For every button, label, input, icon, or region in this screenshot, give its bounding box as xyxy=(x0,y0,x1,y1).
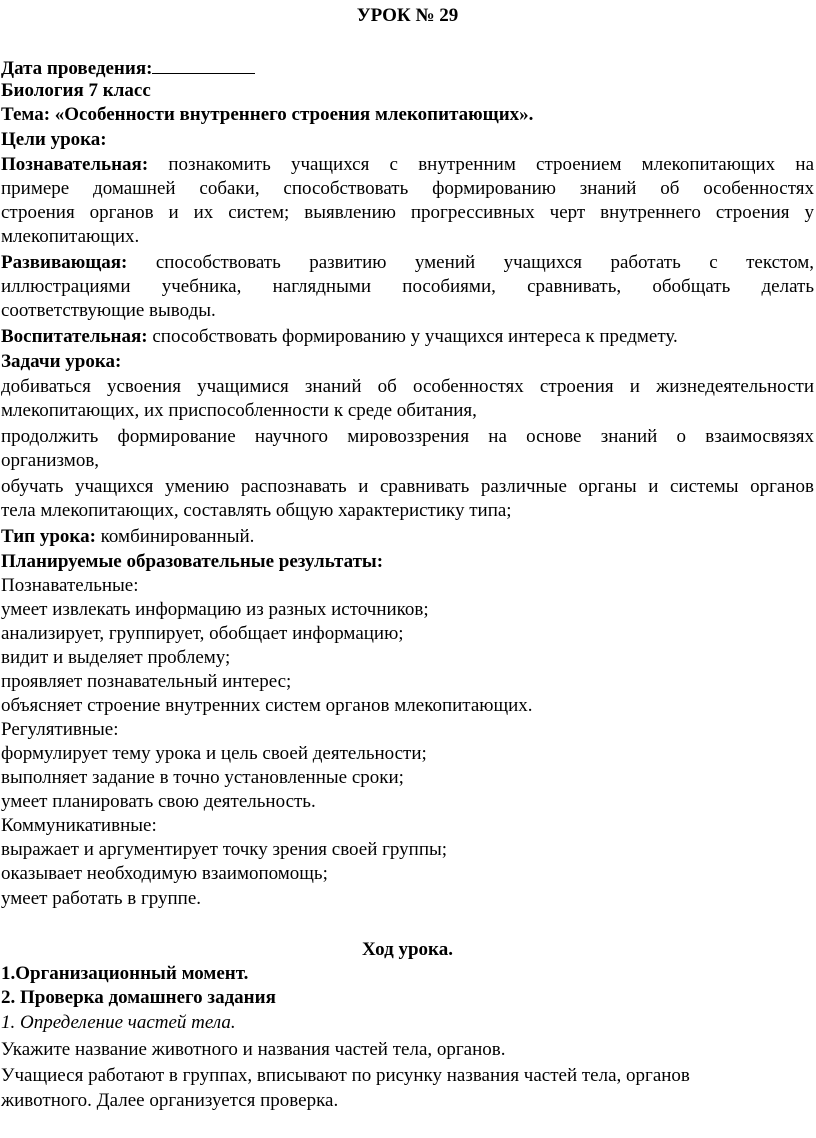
result-item: умеет извлекать информацию из разных источников; xyxy=(1,599,429,620)
course-step: 1.Организационный момент. xyxy=(1,963,249,984)
course-work-line: животного. Далее организуется проверка. xyxy=(1,1090,339,1111)
cognitive-goal-line: примере домашней собаки, способствовать формированию знаний об особенностях xyxy=(1,178,814,199)
tasks-heading: Задачи урока: xyxy=(1,351,122,372)
result-item: выражает и аргументирует точку зрения своей группы; xyxy=(1,839,448,860)
task-line: продолжить формирование научного мировоззрения на основе знаний о взаимосвязях xyxy=(1,426,814,447)
developing-goal-line: иллюстрациями учебника, наглядными пособиями, сравнивать, обобщать делать xyxy=(1,276,814,297)
lesson-type-line xyxy=(1,525,814,549)
course-heading: Ход урока. xyxy=(362,939,453,960)
result-item: умеет планировать свою деятельность. xyxy=(1,791,316,812)
course-step: 2. Проверка домашнего задания xyxy=(1,987,276,1008)
task-line: добиваться усвоения учащимися знаний об особенностях строения и жизнедеятельности xyxy=(1,376,814,397)
developing-goal-line: соответствующие выводы. xyxy=(1,300,216,321)
date-blank xyxy=(152,55,255,74)
educational-goal-line xyxy=(1,325,814,349)
result-item: умеет работать в группе. xyxy=(1,888,202,909)
cognitive-goal-label: Познавательная: xyxy=(1,154,149,175)
cognitive-results-heading: Познавательные: xyxy=(1,575,139,596)
result-item: формулирует тему урока и цель своей деятельности; xyxy=(1,743,427,764)
goals-heading: Цели урока: xyxy=(1,129,107,150)
date-line xyxy=(1,55,814,81)
regulatory-results-heading: Регулятивные: xyxy=(1,719,119,740)
cognitive-goal-line: строения органов и их систем; выявлению прогрессивных черт внутреннего строения у xyxy=(1,202,814,223)
topic-line: Тема: «Особенности внутреннего строения млекопитающих». xyxy=(1,104,534,125)
result-item: проявляет познавательный интерес; xyxy=(1,671,292,692)
task-line: млекопитающих, их приспособленности к среде обитания, xyxy=(1,400,477,421)
task-line: обучать учащихся умению распознавать и сравнивать различные органы и системы органов xyxy=(1,476,814,497)
course-substep: 1. Определение частей тела. xyxy=(1,1012,236,1033)
developing-goal-text: способствовать развитию умений учащихся работать с текстом, xyxy=(155,252,814,273)
lesson-type-value: комбинированный. xyxy=(100,526,255,547)
result-item: оказывает необходимую взаимопомощь; xyxy=(1,863,328,884)
task-line: тела млекопитающих, составлять общую характеристику типа; xyxy=(1,500,512,521)
result-item: видит и выделяет проблему; xyxy=(1,647,231,668)
developing-goal-label: Развивающая: xyxy=(1,252,128,273)
course-instruction: Укажите название животного и названия частей тела, органов. xyxy=(1,1039,506,1060)
developing-goal-line xyxy=(1,251,814,275)
educational-goal-text: способствовать формированию у учащихся интереса к предмету. xyxy=(152,326,678,347)
result-item: выполняет задание в точно установленные сроки; xyxy=(1,767,404,788)
cognitive-goal-line xyxy=(1,153,814,177)
cognitive-goal-text: познакомить учащихся с внутренним строением млекопитающих на xyxy=(168,154,814,175)
results-heading: Планируемые образовательные результаты: xyxy=(1,551,384,572)
task-line: организмов, xyxy=(1,450,100,471)
lesson-title: УРОК № 29 xyxy=(356,5,459,26)
lesson-type-label: Тип урока: xyxy=(1,526,96,547)
result-item: объясняет строение внутренних систем органов млекопитающих. xyxy=(1,695,533,716)
date-label: Дата проведения: xyxy=(1,58,153,79)
cognitive-goal-line: млекопитающих. xyxy=(1,226,140,247)
educational-goal-label: Воспитательная: xyxy=(1,326,148,347)
result-item: анализирует, группирует, обобщает информацию; xyxy=(1,623,404,644)
subject-line: Биология 7 класс xyxy=(1,80,151,101)
communicative-results-heading: Коммуникативные: xyxy=(1,815,157,836)
course-work-line: Учащиеся работают в группах, вписывают по рисунку названия частей тела, органов xyxy=(1,1065,690,1086)
